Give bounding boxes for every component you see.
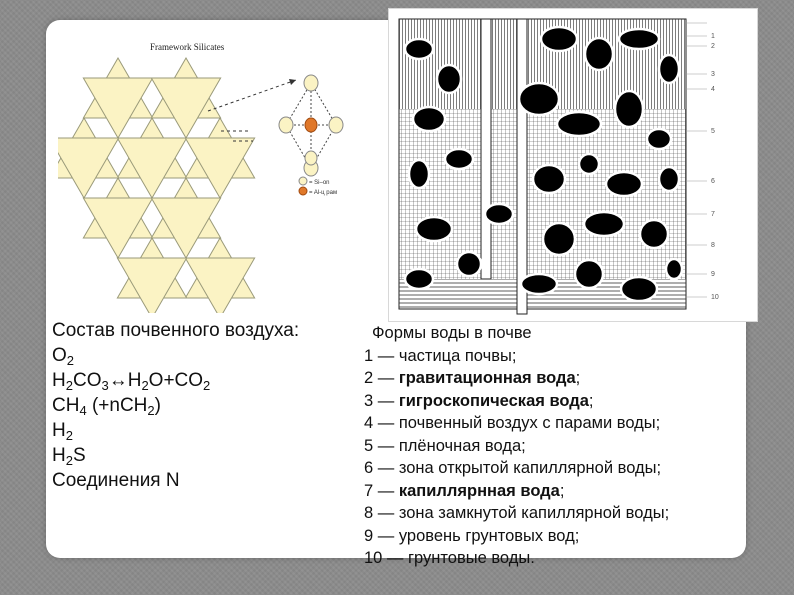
water-form-item: 5 — плёночная вода; <box>364 436 526 455</box>
water-form-item: 6 — зона открытой капиллярной воды; <box>364 459 662 477</box>
arrow-head <box>289 79 296 85</box>
soil-particle <box>457 252 481 276</box>
water-form-item: 1 — частица почвы; <box>364 346 517 365</box>
arrow-line <box>208 80 296 111</box>
soil-particle <box>615 91 643 127</box>
soil-particle <box>579 154 599 174</box>
water-form-item: 3 — гигроскопическая вода; <box>364 391 594 410</box>
soil-label-number: 3 <box>711 71 715 78</box>
soil-label-number: 9 <box>711 271 715 278</box>
soil-particle <box>621 277 657 301</box>
soil-particle <box>405 39 433 59</box>
soil-particle <box>541 27 577 51</box>
water-form-item: 2 — гравитационная вода; <box>364 369 581 387</box>
water-forms-list <box>364 322 744 570</box>
formula-methane: $CH_4$ (+nCH$_2$) <box>52 395 161 418</box>
soil-label-number: 1 <box>711 33 715 40</box>
soil-particle <box>640 220 668 248</box>
soil-air-heading: Состав почвенного воздуха: <box>52 320 300 341</box>
legend-oxygen: = Si–on <box>309 180 330 186</box>
legend-center: = Al-ц рам <box>309 190 338 196</box>
formula-h2: $H_2$ <box>52 420 73 443</box>
soil-particle <box>521 274 557 294</box>
soil-particle <box>557 112 601 136</box>
soil-label-number: 5 <box>711 128 715 135</box>
soil-particle <box>445 149 473 169</box>
soil-particle <box>659 55 679 83</box>
formula-o2: $O_2$ <box>52 345 75 368</box>
soil-particle <box>413 107 445 131</box>
framework-silicates-figure <box>58 28 358 313</box>
central-atom <box>305 118 317 132</box>
soil-particle <box>619 29 659 49</box>
soil-particle <box>575 260 603 288</box>
soil-label-number: 6 <box>711 178 715 185</box>
water-form-item: 10 — грунтовые воды. <box>364 549 535 567</box>
soil-particle <box>606 172 642 196</box>
soil-particle <box>519 83 559 115</box>
soil-particle <box>659 167 679 191</box>
soil-particle <box>543 223 575 255</box>
soil-particle <box>437 65 461 93</box>
water-form-item: 9 — уровень грунтовых вод; <box>364 526 580 545</box>
soil-particle <box>647 129 671 149</box>
soil-particle <box>409 160 429 188</box>
soil-particle <box>416 217 452 241</box>
water-form-item: 7 — капиллярнная вода; <box>364 481 565 500</box>
formula-carbonic-acid: $H_2CO_3\leftrightarrow H_2O+CO_2$ <box>52 370 211 393</box>
soil-water-diagram <box>388 8 758 322</box>
soil-particle <box>585 38 613 70</box>
soil-label-number: 4 <box>711 86 715 93</box>
silicate-title: Framework Silicates <box>150 42 225 52</box>
soil-profile-figure <box>389 9 757 321</box>
soil-particle <box>533 165 565 193</box>
soil-label-number: 2 <box>711 43 715 50</box>
soil-label-number: 7 <box>711 211 715 218</box>
water-forms-title: Формы воды в почве <box>372 324 532 342</box>
soil-particle <box>666 259 682 279</box>
soil-particle <box>405 269 433 289</box>
soil-particle <box>485 204 513 224</box>
formula-h2s: $H_2S$ <box>52 445 86 468</box>
water-form-item: 4 — почвенный воздух с парами воды; <box>364 414 661 432</box>
silicate-diagram <box>58 28 358 313</box>
soil-particle <box>584 212 624 236</box>
soil-label-number: 8 <box>711 242 715 249</box>
soil-air-composition <box>52 318 352 493</box>
soil-label-number: 10 <box>711 294 719 301</box>
nitrogen-compounds: Соединения N <box>52 470 180 491</box>
water-form-item: 8 — зона замкнутой капиллярной воды; <box>364 504 670 522</box>
